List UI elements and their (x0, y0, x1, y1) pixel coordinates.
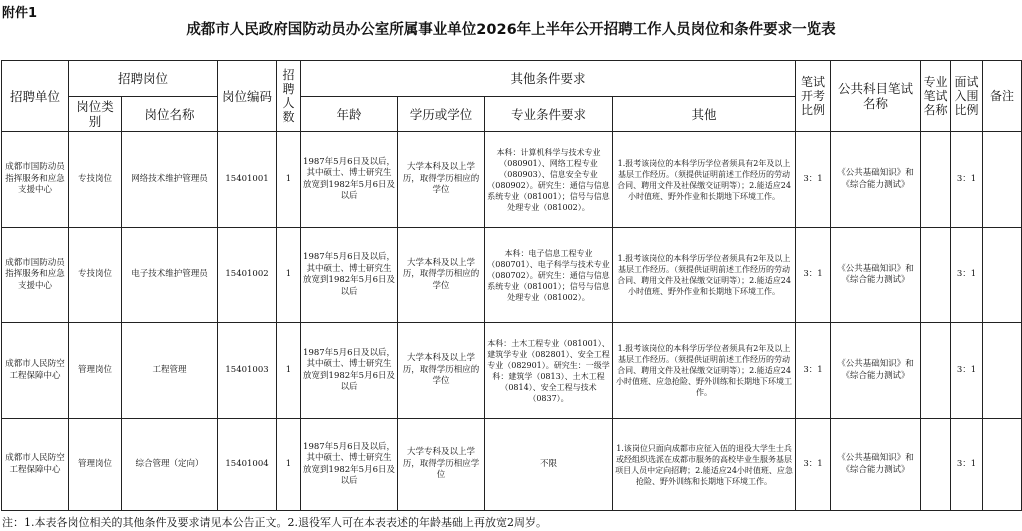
cell-age: 1987年5月6日及以后，其中硕士、博士研究生放宽到1982年5月6日及以后 (301, 323, 398, 419)
cell-post-code: 15401002 (218, 228, 277, 323)
cell-post-name: 网络技术维护管理员 (122, 132, 218, 228)
cell-prof-subject (921, 419, 951, 511)
header-count: 招聘人数 (277, 61, 301, 132)
header-post: 招聘岗位 (69, 61, 218, 97)
header-post-code: 岗位编码 (218, 61, 277, 132)
cell-edu: 大学专科及以上学历，取得学历相应学位 (398, 419, 485, 511)
cell-major: 本科：土木工程专业（081001）、建筑学专业（082801）、安全工程专业（082901）。研究生：一级学科：建筑学（0813）、土木工程（0814）、安全工程与技术（0837）。 (485, 323, 613, 419)
cell-prof-subject (921, 228, 951, 323)
cell-count: 1 (277, 228, 301, 323)
footnote: 注：1.本表各岗位相关的其他条件及要求请见本公告正文。2.退役军人可在本表表述的年龄基础上再放宽2周岁。 (2, 516, 547, 529)
cell-post-type: 专技岗位 (69, 132, 122, 228)
cell-other: 1.该岗位只面向成都市应征入伍的退役大学生士兵或经组织选派在成都市服务的高校毕业生服务基层项目人员中定向招聘；2.能适应24小时值班、应急抢险、野外训练和长期地下环境工作。 (613, 419, 796, 511)
header-remark: 备注 (983, 61, 1022, 132)
recruitment-table (1, 60, 1022, 511)
header-public-subject: 公共科目笔试名称 (831, 61, 921, 132)
cell-age: 1987年5月6日及以后，其中硕士、博士研究生放宽到1982年5月6日及以后 (301, 228, 398, 323)
cell-edu: 大学本科及以上学历，取得学历相应的学位 (398, 132, 485, 228)
cell-written-ratio: 3：1 (796, 419, 831, 511)
cell-interview-ratio: 3：1 (951, 323, 983, 419)
cell-age: 1987年5月6日及以后，其中硕士、博士研究生放宽到1982年5月6日及以后 (301, 132, 398, 228)
cell-remark (983, 323, 1022, 419)
page-title: 成都市人民政府国防动员办公室所属事业单位2026年上半年公开招聘工作人员岗位和条件要求一览表 (186, 22, 836, 38)
header-post-type: 岗位类别 (69, 97, 122, 132)
cell-major: 不限 (485, 419, 613, 511)
header-interview-ratio: 面试入围比例 (951, 61, 983, 132)
cell-post-name: 综合管理（定向） (122, 419, 218, 511)
cell-count: 1 (277, 419, 301, 511)
cell-post-code: 15401001 (218, 132, 277, 228)
header-written-ratio: 笔试开考比例 (796, 61, 831, 132)
cell-major: 本科：计算机科学与技术专业（080901）、网络工程专业（080903）、信息安全专业（080902）。研究生：通信与信息系统专业（081001）；信号与信息处理专业（081002）。 (485, 132, 613, 228)
cell-unit: 成都市国防动员指挥服务和应急支援中心 (2, 228, 69, 323)
table-row (2, 323, 1022, 419)
header-unit: 招聘单位 (2, 61, 69, 132)
cell-post-type: 专技岗位 (69, 228, 122, 323)
cell-other: 1.报考该岗位的本科学历学位者须具有2年及以上基层工作经历。（须提供证明前述工作经历的劳动合同、聘用文件及社保缴交证明等）；2.能适应24小时值班、野外作业和长期地下环境工作。 (613, 132, 796, 228)
cell-age: 1987年5月6日及以后，其中硕士、博士研究生放宽到1982年5月6日及以后 (301, 419, 398, 511)
cell-other: 1.报考该岗位的本科学历学位者须具有2年及以上基层工作经历。（须提供证明前述工作经历的劳动合同、聘用文件及社保缴交证明等）；2.能适应24小时值班、应急抢险、野外训练和长期地下环境工作。 (613, 323, 796, 419)
cell-post-type: 管理岗位 (69, 419, 122, 511)
cell-post-code: 15401003 (218, 323, 277, 419)
cell-unit: 成都市人民防空工程保障中心 (2, 323, 69, 419)
cell-interview-ratio: 3：1 (951, 419, 983, 511)
cell-written-ratio: 3：1 (796, 323, 831, 419)
cell-prof-subject (921, 132, 951, 228)
cell-written-ratio: 3：1 (796, 132, 831, 228)
cell-public-subject: 《公共基础知识》和《综合能力测试》 (831, 323, 921, 419)
cell-public-subject: 《公共基础知识》和《综合能力测试》 (831, 228, 921, 323)
table-row (2, 419, 1022, 511)
cell-public-subject: 《公共基础知识》和《综合能力测试》 (831, 419, 921, 511)
cell-prof-subject (921, 323, 951, 419)
cell-count: 1 (277, 132, 301, 228)
cell-edu: 大学本科及以上学历，取得学历相应的学位 (398, 228, 485, 323)
cell-remark (983, 228, 1022, 323)
cell-post-code: 15401004 (218, 419, 277, 511)
cell-written-ratio: 3：1 (796, 228, 831, 323)
header-post-name: 岗位名称 (122, 97, 218, 132)
header-other: 其他 (613, 97, 796, 132)
header-edu: 学历或学位 (398, 97, 485, 132)
header-other-req: 其他条件要求 (301, 61, 796, 97)
cell-post-name: 工程管理 (122, 323, 218, 419)
cell-count: 1 (277, 323, 301, 419)
cell-post-name: 电子技术维护管理员 (122, 228, 218, 323)
cell-remark (983, 419, 1022, 511)
cell-other: 1.报考该岗位的本科学历学位者须具有2年及以上基层工作经历。（须提供证明前述工作经历的劳动合同、聘用文件及社保缴交证明等）；2.能适应24小时值班、野外作业和长期地下环境工作。 (613, 228, 796, 323)
table-row (2, 228, 1022, 323)
cell-unit: 成都市人民防空工程保障中心 (2, 419, 69, 511)
cell-unit: 成都市国防动员指挥服务和应急支援中心 (2, 132, 69, 228)
cell-interview-ratio: 3：1 (951, 228, 983, 323)
cell-remark (983, 132, 1022, 228)
cell-public-subject: 《公共基础知识》和《综合能力测试》 (831, 132, 921, 228)
header-age: 年龄 (301, 97, 398, 132)
header-major: 专业条件要求 (485, 97, 613, 132)
table-row (2, 132, 1022, 228)
cell-edu: 大学本科及以上学历，取得学历相应的学位 (398, 323, 485, 419)
header-prof-subject: 专业笔试名称 (921, 61, 951, 132)
cell-interview-ratio: 3：1 (951, 132, 983, 228)
cell-post-type: 管理岗位 (69, 323, 122, 419)
attachment-label: 附件1 (2, 6, 38, 21)
cell-major: 本科：电子信息工程专业（080701）、电子科学与技术专业（080702）。研究生：通信与信息系统专业（081001）；信号与信息处理专业（081002）。 (485, 228, 613, 323)
